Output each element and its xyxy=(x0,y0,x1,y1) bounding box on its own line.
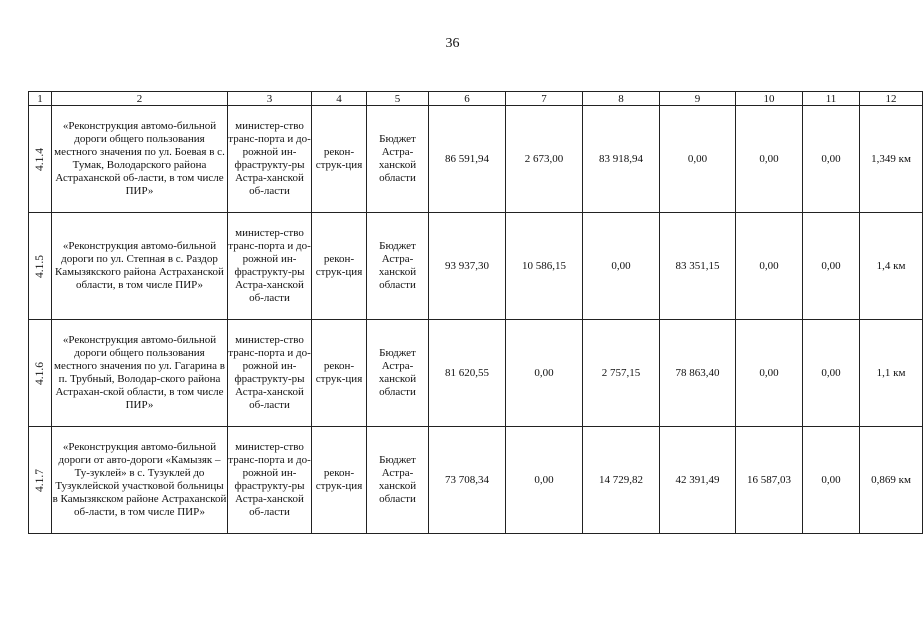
value-col11: 0,00 xyxy=(803,106,860,213)
value-col8: 83 918,94 xyxy=(583,106,660,213)
length-value: 0,869 км xyxy=(860,427,923,534)
col-header: 2 xyxy=(52,92,228,106)
project-name: «Реконструкция автомо-бильной дороги общего пользования местного значения по ул. Гагарина в п. Трубный, Володар-ского района Астрахан-ской области, в том числе ПИР» xyxy=(52,320,228,427)
table-row xyxy=(29,106,923,213)
value-col10: 0,00 xyxy=(736,213,803,320)
value-col8: 2 757,15 xyxy=(583,320,660,427)
work-type: рекон-струк-ция xyxy=(312,213,367,320)
funding-source: Бюджет Астра-ханской области xyxy=(367,320,429,427)
col-header: 6 xyxy=(429,92,506,106)
executor: министер-ство транс-порта и до-рожной ин-фраструкту-ры Астра-ханской об-ласти xyxy=(228,320,312,427)
page-number: 36 xyxy=(445,36,460,51)
value-col8: 14 729,82 xyxy=(583,427,660,534)
col-header: 8 xyxy=(583,92,660,106)
col-header: 3 xyxy=(228,92,312,106)
funding-source: Бюджет Астра-ханской области xyxy=(367,106,429,213)
value-col10: 0,00 xyxy=(736,320,803,427)
value-col7: 10 586,15 xyxy=(506,213,583,320)
total-value: 81 620,55 xyxy=(429,320,506,427)
column-number-row xyxy=(29,92,923,106)
value-col9: 78 863,40 xyxy=(660,320,736,427)
table-row xyxy=(29,427,923,534)
table-row xyxy=(29,213,923,320)
project-name: «Реконструкция автомо-бильной дороги от авто-дороги «Камызяк – Ту-зуклей» в с. Тузуклей до Тузуклейской участковой больницы в Камызякском районе Астраханской об-ласти, в том числе ПИР» xyxy=(52,427,228,534)
col-header: 5 xyxy=(367,92,429,106)
funding-source: Бюджет Астра-ханской области xyxy=(367,213,429,320)
row-number: 4.1.4 xyxy=(29,106,52,213)
col-header: 12 xyxy=(860,92,923,106)
length-value: 1,349 км xyxy=(860,106,923,213)
executor: министер-ство транс-порта и до-рожной ин-фраструкту-ры Астра-ханской об-ласти xyxy=(228,427,312,534)
value-col7: 0,00 xyxy=(506,320,583,427)
col-header: 7 xyxy=(506,92,583,106)
value-col9: 42 391,49 xyxy=(660,427,736,534)
col-header: 11 xyxy=(803,92,860,106)
project-name: «Реконструкция автомо-бильной дороги по ул. Степная в с. Раздор Камызякского района Астраханской области, в том числе ПИР» xyxy=(52,213,228,320)
funding-source: Бюджет Астра-ханской области xyxy=(367,427,429,534)
value-col10: 0,00 xyxy=(736,106,803,213)
length-value: 1,1 км xyxy=(860,320,923,427)
col-header: 9 xyxy=(660,92,736,106)
total-value: 73 708,34 xyxy=(429,427,506,534)
executor: министер-ство транс-порта и до-рожной ин-фраструкту-ры Астра-ханской об-ласти xyxy=(228,106,312,213)
row-number: 4.1.7 xyxy=(29,427,52,534)
total-value: 86 591,94 xyxy=(429,106,506,213)
value-col9: 0,00 xyxy=(660,106,736,213)
table-row xyxy=(29,320,923,427)
value-col7: 2 673,00 xyxy=(506,106,583,213)
value-col11: 0,00 xyxy=(803,427,860,534)
value-col11: 0,00 xyxy=(803,320,860,427)
program-table xyxy=(28,91,923,534)
project-name: «Реконструкция автомо-бильной дороги общего пользования местного значения по ул. Боевая в с. Тумак, Володарского района Астраханской об-ласти, в том числе ПИР» xyxy=(52,106,228,213)
row-number: 4.1.5 xyxy=(29,213,52,320)
row-number: 4.1.6 xyxy=(29,320,52,427)
executor: министер-ство транс-порта и до-рожной ин-фраструкту-ры Астра-ханской об-ласти xyxy=(228,213,312,320)
value-col10: 16 587,03 xyxy=(736,427,803,534)
length-value: 1,4 км xyxy=(860,213,923,320)
col-header: 1 xyxy=(29,92,52,106)
value-col8: 0,00 xyxy=(583,213,660,320)
col-header: 10 xyxy=(736,92,803,106)
work-type: рекон-струк-ция xyxy=(312,106,367,213)
total-value: 93 937,30 xyxy=(429,213,506,320)
value-col9: 83 351,15 xyxy=(660,213,736,320)
work-type: рекон-струк-ция xyxy=(312,320,367,427)
work-type: рекон-струк-ция xyxy=(312,427,367,534)
value-col7: 0,00 xyxy=(506,427,583,534)
value-col11: 0,00 xyxy=(803,213,860,320)
col-header: 4 xyxy=(312,92,367,106)
